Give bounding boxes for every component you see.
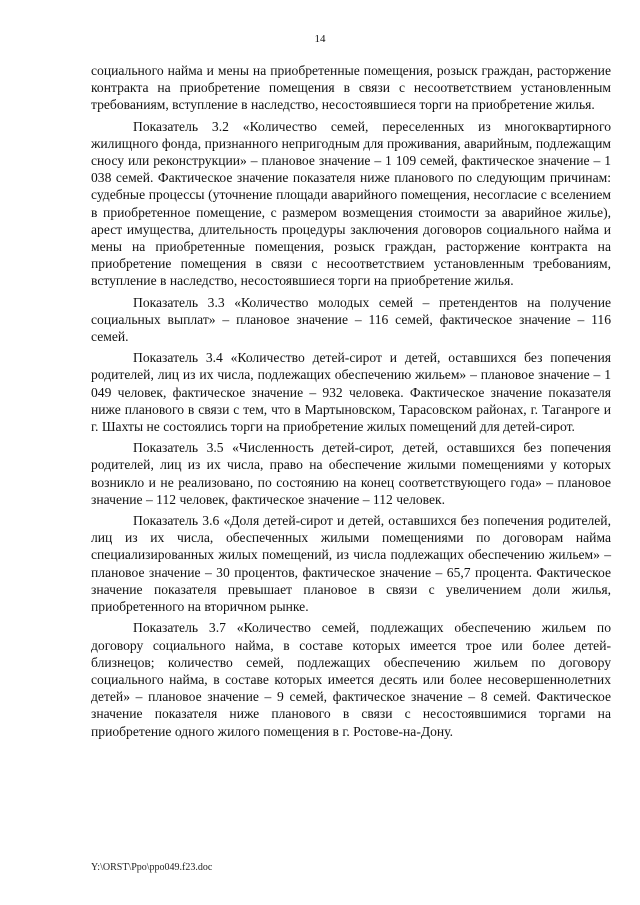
footer-file-path: Y:\ORST\Ppo\ppo049.f23.doc (91, 862, 213, 873)
paragraph-indicator-3-4: Показатель 3.4 «Количество детей-сирот и детей, оставшихся без попечения родителей, лиц из их числа, подлежащих обеспечению жильем» – плановое значение – 1 049 человек, фактическое значение – 932 человека. Фактическое значение показателя ниже планового в связи с тем, что в Мартыновском, Тарасовском районах, г. Таганроге и г. Шахты не состоялись торги на приобретение жилых помещений для детей-сирот. (91, 350, 611, 435)
paragraph-indicator-3-5: Показатель 3.5 «Численность детей-сирот, детей, оставшихся без попечения родителей, лиц из их числа, право на обеспечение жилыми помещениями у которых возникло и не реализовано, по состоянию на конец соответствующего года» – плановое значение – 112 человек, фактическое значение – 112 человек. (91, 440, 611, 507)
paragraph-indicator-3-3: Показатель 3.3 «Количество молодых семей – претендентов на получение социальных выплат» – плановое значение – 116 семей, фактическое значение – 116 семей. (91, 294, 611, 345)
paragraph-indicator-3-6: Показатель 3.6 «Доля детей-сирот и детей, оставшихся без попечения родителей, лиц из их числа, обеспеченных жилыми помещениями по договорам найма специализированных жилых помещений, из числа подлежащих обеспечению жильем» – плановое значение – 30 процентов, фактическое значение – 65,7 процента. Фактическое значение показателя превышает плановое в связи с увеличением доли жилья, приобретенного на вторичном рынке. (91, 513, 611, 615)
document-body (91, 62, 611, 744)
paragraph-indicator-3-7: Показатель 3.7 «Количество семей, подлежащих обеспечению жильем по договору социального найма, в составе которых имеется трое или более детей-близнецов; количество семей, подлежащих обеспечению жильем по договору социального найма, в составе которых имеется десять или более несовершеннолетних детей» – плановое значение – 9 семей, фактическое значение – 8 семей. Фактическое значение показателя ниже планового в связи с несостоявшимися торгами на приобретение одного жилого помещения в г. Ростове-на-Дону. (91, 620, 611, 739)
paragraph-continuation: социального найма и мены на приобретенные помещения, розыск граждан, расторжение контракта на приобретение помещения в связи с несоответствием установленным требованиям, вступление в наследство, несостоявшиеся торги на приобретение жилья. (91, 63, 611, 113)
page-number: 14 (314, 33, 326, 45)
paragraph-indicator-3-2: Показатель 3.2 «Количество семей, переселенных из многоквартирного жилищного фонда, признанного непригодным для проживания, аварийным, подлежащим сносу или реконструкции» – плановое значение – 1 109 семей, фактическое значение – 1 038 семей. Фактическое значение показателя ниже планового по следующим причинам: судебные процессы (уточнение площади аварийного помещения, несогласие с вселением в приобретенное помещение, с размером возмещения стоимости за аварийное жилье), арест имущества, длительность процедуры заключения договоров социального найма и мены на приобретенные помещения, розыск граждан, расторжение контракта на приобретение помещения в связи с несоответствием установленным требованиям, вступление в наследство, несостоявшиеся торги на приобретение жилья. (91, 118, 611, 289)
